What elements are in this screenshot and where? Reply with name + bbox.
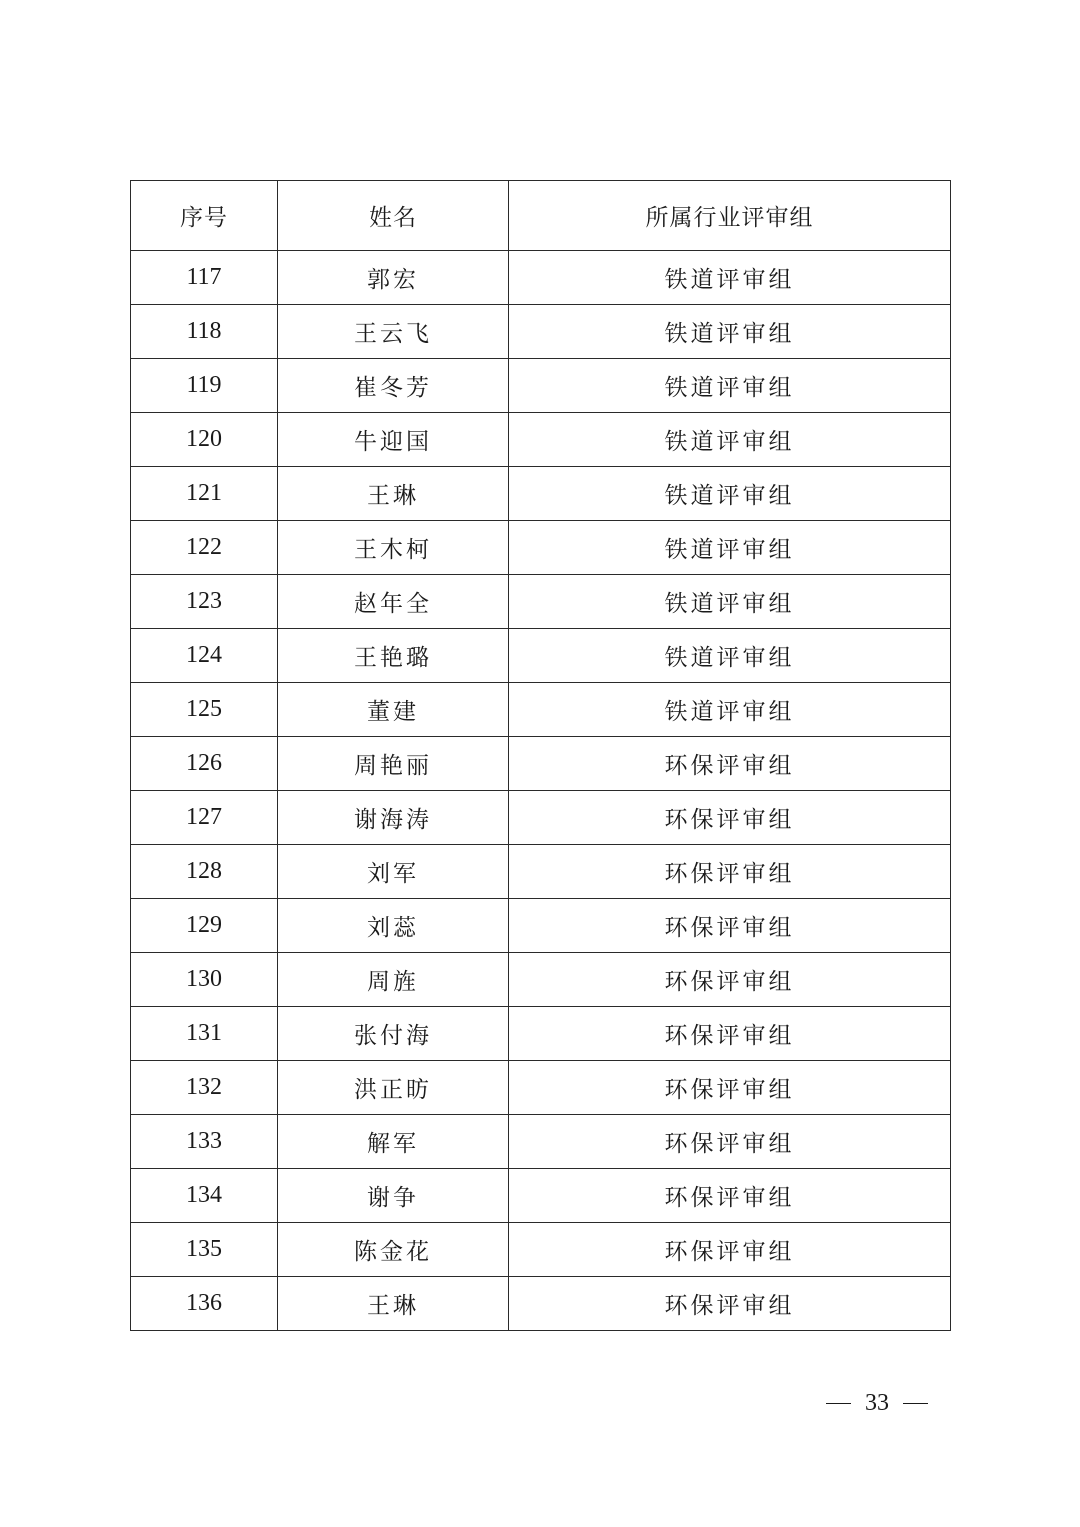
cell-name: 郭宏 bbox=[278, 251, 509, 305]
cell-index: 118 bbox=[131, 305, 278, 359]
table-row bbox=[131, 521, 951, 575]
cell-group: 环保评审组 bbox=[509, 1115, 951, 1169]
cell-name: 董建 bbox=[278, 683, 509, 737]
table-row bbox=[131, 1277, 951, 1331]
cell-name: 王云飞 bbox=[278, 305, 509, 359]
cell-group: 环保评审组 bbox=[509, 1007, 951, 1061]
cell-index: 124 bbox=[131, 629, 278, 683]
cell-group: 铁道评审组 bbox=[509, 467, 951, 521]
cell-index: 122 bbox=[131, 521, 278, 575]
cell-name: 张付海 bbox=[278, 1007, 509, 1061]
table-row bbox=[131, 845, 951, 899]
cell-name: 陈金花 bbox=[278, 1223, 509, 1277]
cell-group: 环保评审组 bbox=[509, 899, 951, 953]
cell-name: 解军 bbox=[278, 1115, 509, 1169]
cell-group: 铁道评审组 bbox=[509, 359, 951, 413]
table-row bbox=[131, 791, 951, 845]
cell-index: 130 bbox=[131, 953, 278, 1007]
cell-group: 环保评审组 bbox=[509, 791, 951, 845]
cell-group: 环保评审组 bbox=[509, 1223, 951, 1277]
cell-name: 赵年全 bbox=[278, 575, 509, 629]
cell-name: 王木柯 bbox=[278, 521, 509, 575]
cell-name: 刘蕊 bbox=[278, 899, 509, 953]
cell-name: 王艳璐 bbox=[278, 629, 509, 683]
cell-name: 崔冬芳 bbox=[278, 359, 509, 413]
cell-index: 134 bbox=[131, 1169, 278, 1223]
cell-group: 环保评审组 bbox=[509, 845, 951, 899]
cell-name: 牛迎国 bbox=[278, 413, 509, 467]
cell-index: 117 bbox=[131, 251, 278, 305]
cell-index: 135 bbox=[131, 1223, 278, 1277]
table-row bbox=[131, 683, 951, 737]
cell-name: 周旌 bbox=[278, 953, 509, 1007]
header-row bbox=[131, 181, 951, 251]
cell-index: 127 bbox=[131, 791, 278, 845]
table-row bbox=[131, 953, 951, 1007]
cell-group: 铁道评审组 bbox=[509, 251, 951, 305]
table-row bbox=[131, 413, 951, 467]
cell-index: 121 bbox=[131, 467, 278, 521]
cell-name: 刘军 bbox=[278, 845, 509, 899]
cell-index: 128 bbox=[131, 845, 278, 899]
cell-group: 铁道评审组 bbox=[509, 521, 951, 575]
cell-index: 123 bbox=[131, 575, 278, 629]
table-row bbox=[131, 1169, 951, 1223]
table-row bbox=[131, 629, 951, 683]
cell-index: 136 bbox=[131, 1277, 278, 1331]
cell-group: 环保评审组 bbox=[509, 1169, 951, 1223]
cell-name: 周艳丽 bbox=[278, 737, 509, 791]
cell-index: 129 bbox=[131, 899, 278, 953]
table-row bbox=[131, 467, 951, 521]
cell-group: 环保评审组 bbox=[509, 953, 951, 1007]
cell-group: 铁道评审组 bbox=[509, 629, 951, 683]
cell-group: 环保评审组 bbox=[509, 1277, 951, 1331]
table-row bbox=[131, 305, 951, 359]
roster-table bbox=[130, 180, 951, 1331]
cell-name: 谢争 bbox=[278, 1169, 509, 1223]
cell-name: 王琳 bbox=[278, 467, 509, 521]
cell-index: 126 bbox=[131, 737, 278, 791]
page-number-value: 33 bbox=[865, 1389, 889, 1416]
cell-group: 铁道评审组 bbox=[509, 413, 951, 467]
table-body bbox=[131, 251, 951, 1331]
header-index: 序号 bbox=[131, 181, 278, 251]
cell-index: 131 bbox=[131, 1007, 278, 1061]
cell-name: 洪正昉 bbox=[278, 1061, 509, 1115]
cell-index: 125 bbox=[131, 683, 278, 737]
cell-index: 119 bbox=[131, 359, 278, 413]
cell-group: 铁道评审组 bbox=[509, 575, 951, 629]
cell-group: 环保评审组 bbox=[509, 1061, 951, 1115]
cell-name: 谢海涛 bbox=[278, 791, 509, 845]
page-number-dash-right bbox=[903, 1403, 928, 1404]
header-group: 所属行业评审组 bbox=[509, 181, 951, 251]
cell-index: 133 bbox=[131, 1115, 278, 1169]
cell-index: 120 bbox=[131, 413, 278, 467]
table-row bbox=[131, 1223, 951, 1277]
table-row bbox=[131, 899, 951, 953]
table-row bbox=[131, 1115, 951, 1169]
table-header bbox=[131, 181, 951, 251]
table-row bbox=[131, 1007, 951, 1061]
header-name: 姓名 bbox=[278, 181, 509, 251]
table-row bbox=[131, 359, 951, 413]
cell-group: 铁道评审组 bbox=[509, 683, 951, 737]
cell-group: 铁道评审组 bbox=[509, 305, 951, 359]
page-number bbox=[826, 1388, 928, 1418]
cell-group: 环保评审组 bbox=[509, 737, 951, 791]
table-row bbox=[131, 737, 951, 791]
table-row bbox=[131, 1061, 951, 1115]
cell-index: 132 bbox=[131, 1061, 278, 1115]
table-row bbox=[131, 575, 951, 629]
table-row bbox=[131, 251, 951, 305]
page-number-dash-left bbox=[826, 1403, 851, 1404]
cell-name: 王琳 bbox=[278, 1277, 509, 1331]
